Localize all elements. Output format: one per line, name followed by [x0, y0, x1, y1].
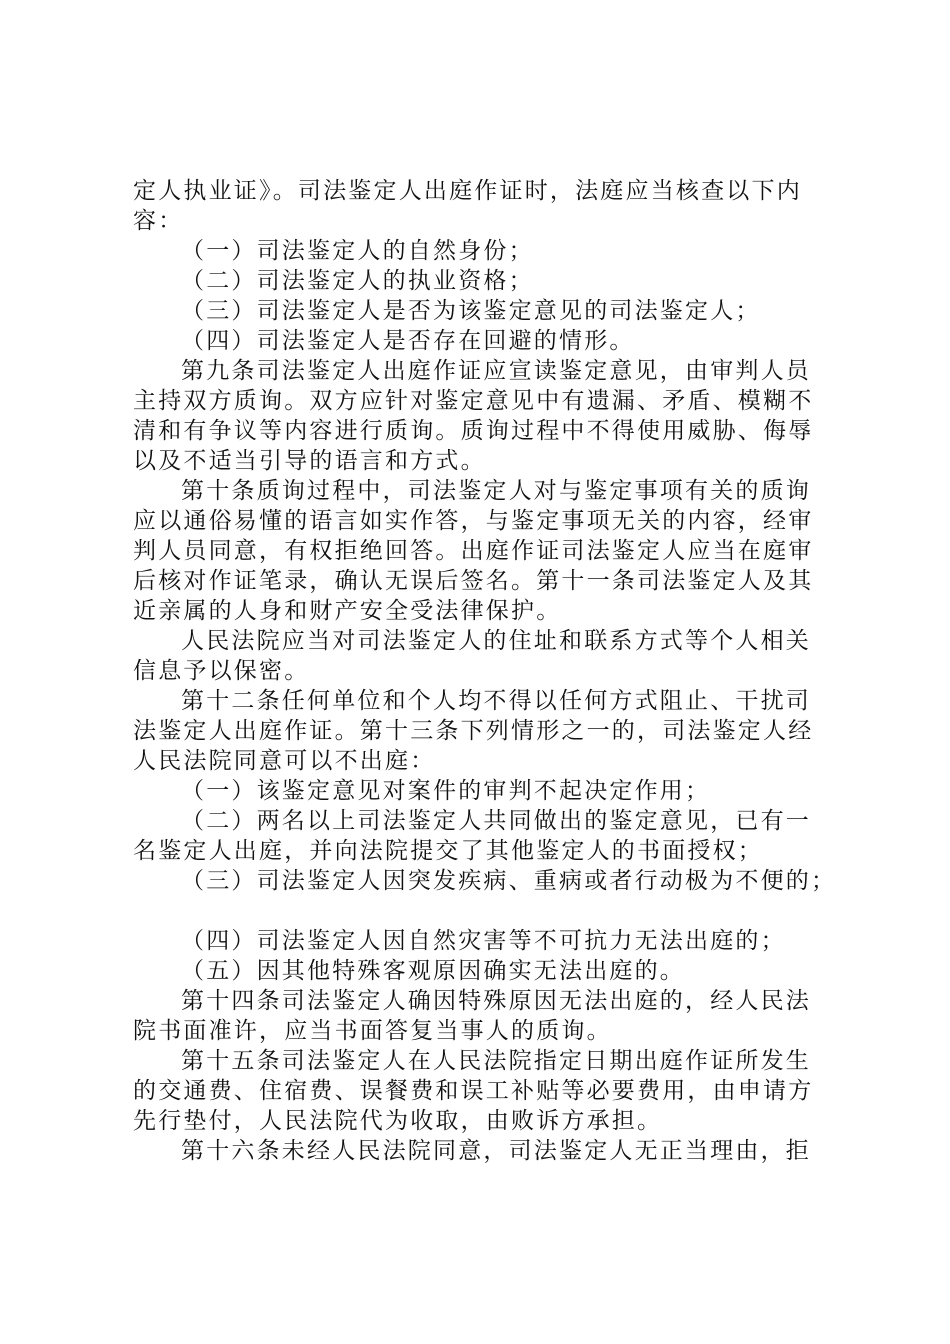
text-line: 定人执业证》。司法鉴定人出庭作证时，法庭应当核查以下内: [133, 178, 802, 204]
text-line: 容：: [133, 208, 184, 234]
text-line: 以及不适当引导的语言和方式。: [133, 448, 486, 474]
text-line: （二）两名以上司法鉴定人共同做出的鉴定意见，已有一: [181, 808, 811, 834]
text-line: 名鉴定人出庭，并向法院提交了其他鉴定人的书面授权；: [133, 838, 763, 864]
text-line: 人民法院应当对司法鉴定人的住址和联系方式等个人相关: [181, 628, 811, 654]
text-line: 信息予以保密。: [133, 658, 310, 684]
text-line: 第十条质询过程中，司法鉴定人对与鉴定事项有关的质询: [181, 478, 811, 504]
text-line: 的交通费、住宿费、误餐费和误工补贴等必要费用，由申请方: [133, 1078, 814, 1104]
text-line: 院书面准许，应当书面答复当事人的质询。: [133, 1018, 612, 1044]
text-line: （一）该鉴定意见对案件的审判不起决定作用；: [181, 778, 711, 804]
text-line: 先行垫付，人民法院代为收取，由败诉方承担。: [133, 1108, 663, 1134]
text-line: （四）司法鉴定人是否存在回避的情形。: [181, 328, 635, 354]
text-line: 主持双方质询。双方应针对鉴定意见中有遗漏、矛盾、模糊不: [133, 388, 814, 414]
text-line: （三）司法鉴定人是否为该鉴定意见的司法鉴定人；: [181, 298, 761, 324]
paragraph-gap: [133, 896, 833, 926]
text-line: （四）司法鉴定人因自然灾害等不可抗力无法出庭的；: [181, 928, 786, 954]
text-line: 近亲属的人身和财产安全受法律保护。: [133, 598, 562, 624]
text-line: 第十六条未经人民法院同意，司法鉴定人无正当理由，拒: [181, 1138, 811, 1164]
text-line: （二）司法鉴定人的执业资格；: [181, 268, 534, 294]
text-line: 清和有争议等内容进行质询。质询过程中不得使用威胁、侮辱: [133, 418, 814, 444]
text-line: 第十五条司法鉴定人在人民法院指定日期出庭作证所发生: [181, 1048, 811, 1074]
text-line: （一）司法鉴定人的自然身份；: [181, 238, 534, 264]
text-line: 应以通俗易懂的语言如实作答，与鉴定事项无关的内容，经审: [133, 508, 814, 534]
text-line: 第十二条任何单位和个人均不得以任何方式阻止、干扰司: [181, 688, 811, 714]
text-line: 第十四条司法鉴定人确因特殊原因无法出庭的，经人民法: [181, 988, 811, 1014]
text-line: 人民法院同意可以不出庭：: [133, 748, 436, 774]
text-line: 判人员同意，有权拒绝回答。出庭作证司法鉴定人应当在庭审: [133, 538, 814, 564]
text-line: 法鉴定人出庭作证。第十三条下列情形之一的，司法鉴定人经: [133, 718, 814, 744]
text-line: 第九条司法鉴定人出庭作证应宣读鉴定意见，由审判人员: [181, 358, 811, 384]
text-line: （五）因其他特殊客观原因确实无法出庭的。: [181, 958, 685, 984]
text-line: （三）司法鉴定人因突发疾病、重病或者行动极为不便的；: [181, 868, 837, 894]
document-body: [133, 176, 837, 1166]
text-line: 后核对作证笔录，确认无误后签名。第十一条司法鉴定人及其: [133, 568, 814, 594]
